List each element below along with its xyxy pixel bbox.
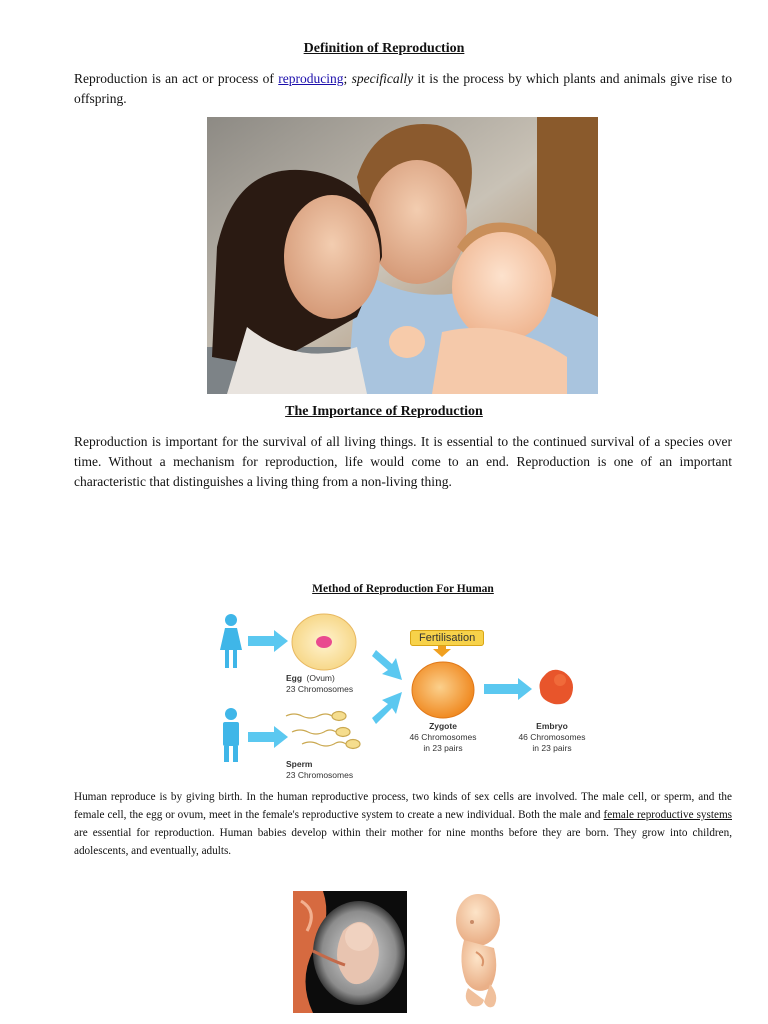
sperm-cells-icon bbox=[286, 712, 360, 749]
definition-text-end: it is the process by which plants and animals give rise to offspring. bbox=[74, 71, 732, 106]
heading-definition: Definition of Reproduction bbox=[303, 41, 465, 56]
zygote-pairs: in 23 pairs bbox=[423, 743, 463, 753]
arrow-sperm-to-zygote bbox=[372, 692, 402, 724]
arrow-male-to-sperm bbox=[248, 726, 288, 748]
fetus-in-sac-photo bbox=[293, 891, 407, 1013]
arrow-female-to-egg bbox=[248, 630, 288, 652]
female-figure-icon bbox=[220, 614, 242, 668]
egg-chromosomes: 23 Chromosomes bbox=[286, 684, 354, 694]
embryo-pairs: in 23 pairs bbox=[532, 743, 572, 753]
female-reproductive-systems-link[interactable]: female reproductive systems bbox=[603, 809, 732, 821]
fertilisation-label: Fertilisation bbox=[410, 630, 484, 646]
arrow-egg-to-zygote bbox=[372, 650, 402, 680]
diagram-graphics bbox=[214, 610, 594, 782]
reproduction-diagram bbox=[214, 610, 594, 782]
embryo-label: Embryo bbox=[536, 721, 568, 731]
arrow-zygote-to-embryo bbox=[484, 678, 532, 700]
egg-nucleus-icon bbox=[316, 636, 332, 648]
fetus-illustration bbox=[446, 892, 516, 1012]
heading-importance: The Importance of Reproduction bbox=[285, 404, 483, 419]
zygote-label: Zygote bbox=[429, 721, 457, 731]
male-figure-icon bbox=[223, 708, 239, 762]
zygote-cell-icon bbox=[412, 662, 474, 718]
fetus-photo bbox=[446, 892, 516, 1012]
method-text-end: are essential for reproduction. Human babies develop within their mother for nine months before they are born. They grow into children, adolescents, and eventually, adults. bbox=[74, 827, 732, 857]
paragraph-method bbox=[74, 788, 732, 860]
sperm-label: Sperm bbox=[286, 759, 313, 769]
family-photo-illustration bbox=[207, 117, 598, 394]
egg-caption bbox=[286, 672, 353, 694]
method-text-start: Human reproduce is by giving birth. In the human reproductive process, two kinds of sex cells are involved. The male cell, or sperm, and the female cell, the egg or ovum, meet in the female's reproductive system to create a new individual. Both the male and bbox=[74, 791, 732, 821]
definition-semicolon: ; bbox=[343, 71, 352, 86]
egg-label: Egg bbox=[286, 673, 303, 683]
embryo-caption bbox=[516, 720, 588, 753]
paragraph-definition bbox=[74, 69, 732, 109]
sperm-caption bbox=[286, 758, 353, 780]
paragraph-importance: Reproduction is important for the survival of all living things. It is essential to the continued survival of a species over time. Without a mechanism for reproduction, life would come to an end. Reproduction is one of an important characteristic that distinguishes a living thing from a non-living thing. bbox=[74, 434, 732, 489]
family-photo bbox=[207, 117, 598, 394]
fetus-in-sac-illustration bbox=[293, 891, 407, 1013]
embryo-chromosomes: 46 Chromosomes bbox=[518, 732, 586, 742]
definition-text-start: Reproduction is an act or process of bbox=[74, 71, 279, 86]
egg-sublabel: (Ovum) bbox=[306, 673, 335, 683]
zygote-caption bbox=[408, 720, 478, 753]
reproducing-link[interactable]: reproducing bbox=[278, 71, 344, 86]
zygote-chromosomes: 46 Chromosomes bbox=[409, 732, 477, 742]
sperm-chromosomes: 23 Chromosomes bbox=[286, 770, 354, 780]
embryo-icon bbox=[540, 670, 574, 705]
heading-method: Method of Reproduction For Human bbox=[312, 583, 494, 595]
definition-italic: specifically bbox=[351, 71, 414, 86]
